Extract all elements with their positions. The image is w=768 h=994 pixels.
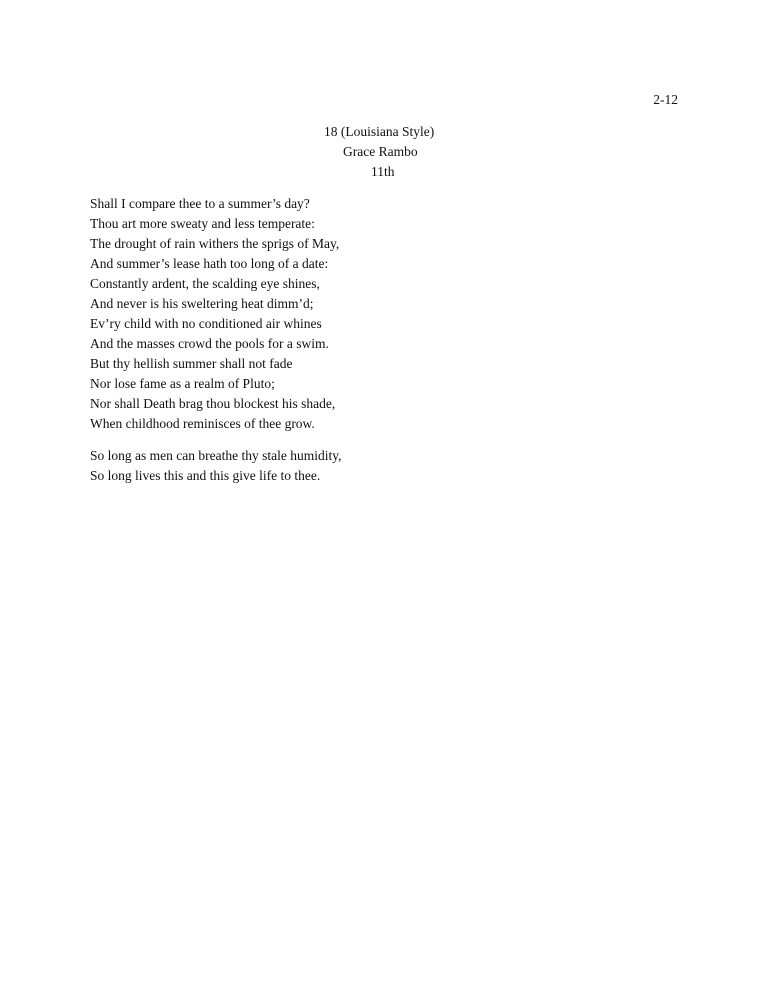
poem-line: Shall I compare thee to a summer’s day? — [90, 196, 310, 211]
grade-level: 11th — [371, 164, 395, 179]
poem-line: Constantly ardent, the scalding eye shines, — [90, 276, 320, 291]
poem-line: But thy hellish summer shall not fade — [90, 356, 293, 371]
poem-line: The drought of rain withers the sprigs of May, — [90, 236, 340, 251]
poem-line: Nor shall Death brag thou blockest his shade, — [90, 396, 336, 411]
poem-line: So long lives this and this give life to thee. — [90, 468, 321, 483]
poem-line: Nor lose fame as a realm of Pluto; — [90, 376, 275, 391]
poem-line: And never is his sweltering heat dimm’d; — [90, 296, 314, 311]
poem-line: Ev’ry child with no conditioned air whines — [90, 316, 322, 331]
stanza-2 — [90, 446, 341, 486]
poem-line: And summer’s lease hath too long of a date: — [90, 256, 329, 271]
poem-line: So long as men can breathe thy stale humidity, — [90, 448, 342, 463]
stanza-1 — [90, 194, 339, 434]
poem-line: When childhood reminisces of thee grow. — [90, 416, 315, 431]
poem-line: Thou art more sweaty and less temperate: — [90, 216, 315, 231]
page-number: 2-12 — [653, 92, 678, 107]
poem-title: 18 (Louisiana Style) — [324, 124, 435, 139]
author-name: Grace Rambo — [343, 144, 418, 159]
poem-line: And the masses crowd the pools for a swim. — [90, 336, 329, 351]
